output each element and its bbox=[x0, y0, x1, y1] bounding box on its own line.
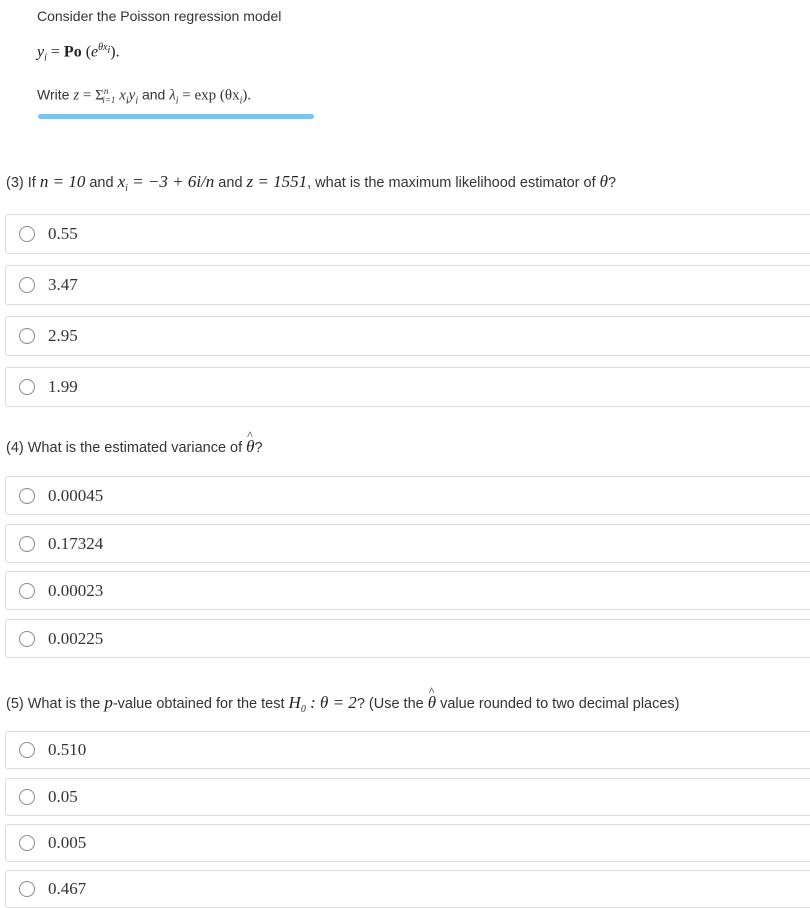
radio-button[interactable] bbox=[19, 536, 35, 552]
option-label: 0.00045 bbox=[48, 486, 104, 505]
question-3: (3) If n = 10 and $x_i = -3 + 6i/n$ and z = 1551, what is the maximum likelihood estimator of θ? bbox=[6, 172, 617, 194]
option-label: 0.510 bbox=[48, 740, 87, 759]
option-label: 0.00023 bbox=[48, 581, 104, 600]
radio-button[interactable] bbox=[19, 881, 35, 897]
q5-option-2[interactable] bbox=[5, 778, 810, 816]
option-label: 0.55 bbox=[48, 224, 78, 243]
question-4: (4) What is the estimated variance of ^ θ? bbox=[6, 437, 263, 457]
q4-option-4[interactable] bbox=[5, 619, 810, 658]
radio-button[interactable] bbox=[19, 835, 35, 851]
q5-option-4[interactable] bbox=[5, 870, 810, 908]
q3-option-2[interactable] bbox=[5, 265, 810, 305]
option-label: 0.00225 bbox=[48, 629, 104, 648]
option-label: 1.99 bbox=[48, 377, 78, 396]
text-highlight-bar bbox=[38, 114, 314, 119]
option-label: 0.05 bbox=[48, 787, 78, 806]
radio-button[interactable] bbox=[19, 226, 35, 242]
radio-button[interactable] bbox=[19, 789, 35, 805]
q3-option-4[interactable] bbox=[5, 367, 810, 407]
radio-button[interactable] bbox=[19, 328, 35, 344]
q5-option-3[interactable] bbox=[5, 824, 810, 862]
q5-option-1[interactable] bbox=[5, 731, 810, 769]
radio-button[interactable] bbox=[19, 583, 35, 599]
radio-button[interactable] bbox=[19, 277, 35, 293]
option-label: 0.467 bbox=[48, 879, 87, 898]
q4-option-1[interactable] bbox=[5, 476, 810, 515]
model-equation: $y_i = Po$ $(e^{\theta x_i})$. bbox=[37, 42, 120, 64]
option-label: 3.47 bbox=[48, 275, 78, 294]
question-5: (5) What is the p-value obtained for the test $H_0$ : θ = 2? (Use the ^ θ value rounded to two decimal places) bbox=[6, 693, 680, 715]
radio-button[interactable] bbox=[19, 379, 35, 395]
radio-button[interactable] bbox=[19, 742, 35, 758]
option-label: 0.17324 bbox=[48, 534, 104, 553]
option-label: 2.95 bbox=[48, 326, 78, 345]
intro-text: Consider the Poisson regression model bbox=[37, 8, 282, 24]
q4-option-2[interactable] bbox=[5, 524, 810, 563]
q3-option-1[interactable] bbox=[5, 214, 810, 254]
radio-button[interactable] bbox=[19, 488, 35, 504]
q3-option-3[interactable] bbox=[5, 316, 810, 356]
option-label: 0.005 bbox=[48, 833, 87, 852]
radio-button[interactable] bbox=[19, 631, 35, 647]
q4-option-3[interactable] bbox=[5, 571, 810, 610]
definitions-line: Write $z = \Sigma^n_{i=1}$ $x_iy_i$ and $\lambda_i = \exp (\theta x_i)$. bbox=[37, 86, 252, 107]
